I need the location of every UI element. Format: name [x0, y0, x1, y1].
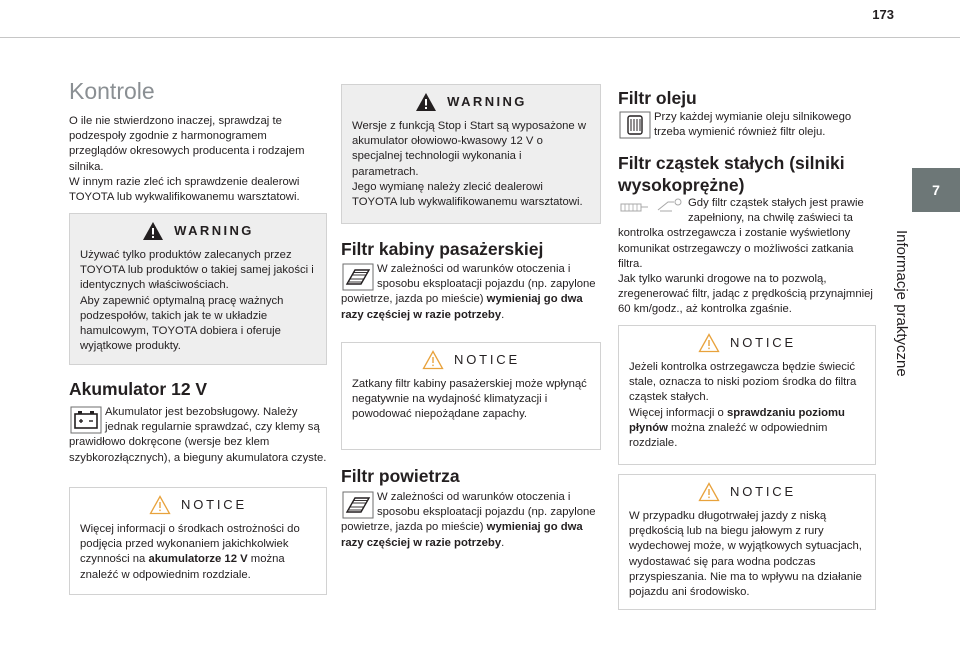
warning-triangle-icon	[415, 92, 437, 112]
intro-text	[69, 114, 327, 205]
air-filter-text-block	[341, 490, 601, 551]
notice-text	[80, 522, 316, 583]
notice-header	[352, 343, 590, 377]
cabin-filter-icon	[341, 262, 375, 292]
dpf-text-2: Jak tylko warunki drogowe na to pozwolą, zregenerować filtr, jadąc z prędkością przynajmniej 60 km/godz., aż kontrolka zgaśnie.	[618, 273, 873, 316]
warning-triangle-icon	[142, 221, 164, 241]
notice-text-bold: akumulatorze 12 V	[148, 553, 248, 566]
notice-text-bold: sprawdzaniu poziomu płynów	[629, 406, 845, 434]
air-filter-text-part: W zależności od warunków otoczenia i sposobu eksploatacji pojazdu (np. zapylone powietrze, jazda po mieście)	[341, 491, 596, 534]
notice-box-cabin	[341, 342, 601, 450]
section-title-cabin-filter: Filtr kabiny pasażerskiej	[341, 239, 544, 259]
notice-header	[629, 475, 865, 509]
page-number: 173	[872, 7, 894, 22]
section-title-dpf: Filtr cząstek stałych (silniki wysokoprężne)	[618, 153, 845, 195]
warning-text-2: Jego wymianę należy zlecić dealerowi TOYOTA lub wykwalifikowanemu warsztatowi.	[352, 180, 583, 209]
air-filter-text-bold: wymieniaj go dwa razy częściej w razie potrzeby	[341, 521, 583, 549]
warning-box-stopstart	[341, 84, 601, 224]
intro-paragraph-2: W innym razie zleć ich sprawdzenie dealerowi TOYOTA lub wykwalifikowanemu warsztatowi.	[69, 175, 300, 204]
battery-text: Akumulator jest bezobsługowy. Należy jednak regularnie sprawdzać, czy klemy są prawidłowo dokręcone (wersje bez klem szybkorozłącznych), a bieguny akumulatora czyste.	[69, 406, 327, 464]
warning-text-2: Aby zapewnić optymalną pracę ważnych podzespołów, takich jak te w układzie hamulcowym, TOYOTA dobiera i oferuje wyjątkowe produkty.	[80, 294, 284, 353]
warning-box-products	[69, 213, 327, 365]
notice-body	[80, 522, 316, 583]
notice-text: W przypadku długotrwałej jazdy z niską prędkością lub na biegu jałowym z rury wydechowej może, w wyjątkowych sytuacjach, wydostawać się para wodna podczas przyspieszania. Nie ma to wpływu na działanie pojazdu ani środowisko.	[629, 510, 862, 599]
warning-label: WARNING	[447, 94, 527, 110]
intro-paragraph: O ile nie stwierdzono inaczej, sprawdzaj te podzespoły zgodnie z harmonogramem przeglądów okresowych producenta i rodzajem silnika.	[69, 115, 305, 173]
cabin-filter-text-block	[341, 262, 601, 323]
cabin-filter-text-part: W zależności od warunków otoczenia i sposobu eksploatacji pojazdu (np. zapylone powietrze, jazda po mieście)	[341, 263, 596, 306]
section-title-air-filter: Filtr powietrza	[341, 466, 460, 486]
notice-text-2	[629, 406, 865, 452]
notice-triangle-icon	[698, 482, 720, 502]
notice-text: Jeżeli kontrolka ostrzegawcza będzie świecić stale, oznacza to niski poziom środka do filtra cząstek stałych.	[629, 361, 857, 404]
battery-text-block	[69, 405, 327, 466]
warning-label: WARNING	[174, 223, 254, 239]
chapter-label: Informacje praktyczne	[893, 230, 910, 377]
notice-header	[80, 488, 316, 522]
notice-label: NOTICE	[730, 484, 796, 500]
notice-text-part: można znaleźć w odpowiednim rozdziale.	[629, 421, 828, 450]
oil-filter-text-block	[618, 110, 876, 140]
section-title-battery: Akumulator 12 V	[69, 379, 208, 399]
header-rule	[0, 37, 960, 38]
oil-filter-icon	[618, 110, 652, 140]
warning-text: Używać tylko produktów zalecanych przez TOYOTA lub produktów o takiej samej jakości i identycznych właściwościach.	[80, 249, 314, 292]
section-title-oil-filter: Filtr oleju	[618, 88, 697, 108]
oil-filter-text: Przy każdej wymianie oleju silnikowego trzeba wymienić również filtr oleju.	[654, 111, 852, 139]
cabin-filter-text-bold: wymieniaj go dwa razy częściej w razie potrzeby	[341, 293, 583, 321]
notice-box-dpf-level	[618, 325, 876, 465]
section-title-kontrole: Kontrole	[69, 78, 155, 104]
warning-text: Wersje z funkcją Stop i Start są wyposażone w akumulator ołowiowo-kwasowy 12 V o specjalnej technologii wykonania i parametrach.	[352, 120, 586, 178]
notice-body	[629, 509, 865, 600]
notice-text: Zatkany filtr kabiny pasażerskiej może wpłynąć negatywnie na wydajność klimatyzacji i powodować niepożądane zapachy.	[352, 378, 587, 421]
notice-label: NOTICE	[730, 335, 796, 351]
notice-text-part: Więcej informacji o środkach ostrożności do podjęcia przed wykonaniem jakichkolwiek czynności na	[80, 523, 300, 566]
battery-icon	[69, 405, 103, 435]
notice-triangle-icon	[422, 350, 444, 370]
chapter-tab[interactable]: 7	[912, 168, 960, 212]
notice-label: NOTICE	[181, 497, 247, 513]
notice-label: NOTICE	[454, 352, 520, 368]
warning-body	[352, 119, 590, 210]
notice-body	[629, 360, 865, 451]
notice-header	[629, 326, 865, 360]
notice-box-exhaust	[618, 474, 876, 610]
notice-text-part: Więcej informacji o	[629, 406, 727, 419]
warning-body	[80, 248, 316, 354]
notice-box-battery	[69, 487, 327, 595]
cabin-filter-text	[341, 262, 601, 323]
notice-triangle-icon	[698, 333, 720, 353]
warning-header	[80, 214, 316, 248]
dpf-warning-icon	[618, 196, 686, 226]
cabin-filter-text-part: .	[501, 308, 505, 321]
air-filter-text-part: .	[501, 536, 505, 549]
dpf-text-block	[618, 196, 876, 318]
notice-triangle-icon	[149, 495, 171, 515]
air-filter-text	[341, 490, 601, 551]
dpf-text: Gdy filtr cząstek stałych jest prawie zapełniony, na chwilę zaświeci ta kontrolka ostrzegawcza i zostanie wyświetlony komunikat ostrzegawczy o możliwości zatkania filtra.	[618, 197, 864, 270]
notice-text-part: można znaleźć w odpowiednim rozdziale.	[80, 553, 285, 581]
warning-header	[352, 85, 590, 119]
air-filter-icon	[341, 490, 375, 520]
notice-body	[352, 377, 590, 423]
